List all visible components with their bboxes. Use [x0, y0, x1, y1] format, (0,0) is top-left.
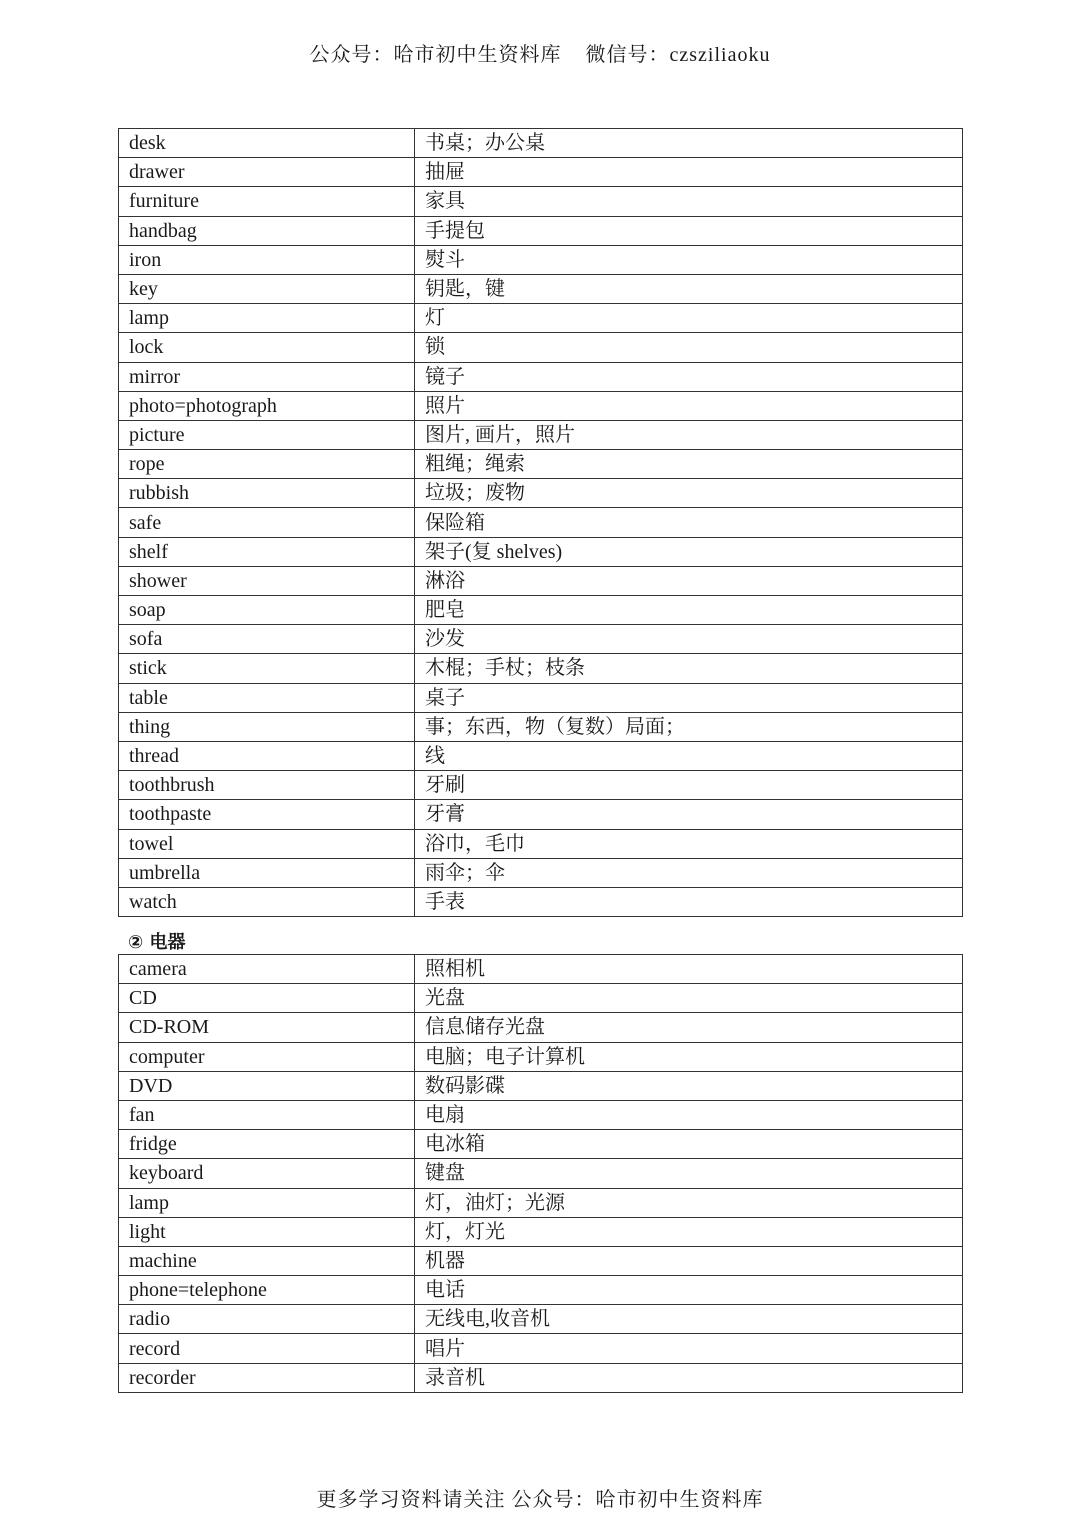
table-row: [119, 1130, 963, 1159]
english-word: desk: [119, 129, 415, 158]
chinese-meaning: 照片: [415, 391, 963, 420]
english-word: keyboard: [119, 1159, 415, 1188]
chinese-meaning: 光盘: [415, 984, 963, 1013]
table-row: [119, 420, 963, 449]
english-word: safe: [119, 508, 415, 537]
chinese-meaning: 照相机: [415, 955, 963, 984]
chinese-meaning: 沙发: [415, 625, 963, 654]
table-row: [119, 245, 963, 274]
chinese-meaning: 手提包: [415, 216, 963, 245]
english-word: light: [119, 1217, 415, 1246]
chinese-meaning: 灯: [415, 304, 963, 333]
english-word: computer: [119, 1042, 415, 1071]
chinese-meaning: 家具: [415, 187, 963, 216]
english-word: handbag: [119, 216, 415, 245]
chinese-meaning: 镜子: [415, 362, 963, 391]
chinese-meaning: 电冰箱: [415, 1130, 963, 1159]
table-row: [119, 654, 963, 683]
table-row: [119, 1100, 963, 1129]
chinese-meaning: 抽屉: [415, 158, 963, 187]
english-word: drawer: [119, 158, 415, 187]
chinese-meaning: 手表: [415, 887, 963, 916]
table-row: [119, 829, 963, 858]
vocabulary-table-furniture: [118, 128, 963, 917]
table-row: [119, 625, 963, 654]
english-word: lamp: [119, 1188, 415, 1217]
table-row: [119, 741, 963, 770]
chinese-meaning: 架子(复 shelves): [415, 537, 963, 566]
table-row: [119, 1159, 963, 1188]
vocabulary-table-appliances: [118, 954, 963, 1393]
table-row: [119, 566, 963, 595]
english-word: key: [119, 274, 415, 303]
chinese-meaning: 事；东西，物（复数）局面；: [415, 712, 963, 741]
table-row: [119, 955, 963, 984]
english-word: furniture: [119, 187, 415, 216]
table-row: [119, 887, 963, 916]
chinese-meaning: 牙刷: [415, 771, 963, 800]
chinese-meaning: 信息储存光盘: [415, 1013, 963, 1042]
chinese-meaning: 无线电,收音机: [415, 1305, 963, 1334]
table-row: [119, 1334, 963, 1363]
english-word: stick: [119, 654, 415, 683]
table-row: [119, 333, 963, 362]
english-word: thing: [119, 712, 415, 741]
table-row: [119, 1246, 963, 1275]
chinese-meaning: 木棍；手杖；枝条: [415, 654, 963, 683]
table-row: [119, 508, 963, 537]
english-word: sofa: [119, 625, 415, 654]
table-row: [119, 1013, 963, 1042]
chinese-meaning: 电话: [415, 1276, 963, 1305]
english-word: rope: [119, 450, 415, 479]
english-word: CD: [119, 984, 415, 1013]
table-row: [119, 158, 963, 187]
table-row: [119, 800, 963, 829]
table-row: [119, 771, 963, 800]
chinese-meaning: 书桌；办公桌: [415, 129, 963, 158]
table-row: [119, 1217, 963, 1246]
chinese-meaning: 灯，油灯；光源: [415, 1188, 963, 1217]
english-word: shower: [119, 566, 415, 595]
english-word: thread: [119, 741, 415, 770]
chinese-meaning: 垃圾；废物: [415, 479, 963, 508]
english-word: lock: [119, 333, 415, 362]
table-row: [119, 479, 963, 508]
english-word: toothpaste: [119, 800, 415, 829]
chinese-meaning: 锁: [415, 333, 963, 362]
chinese-meaning: 机器: [415, 1246, 963, 1275]
section-heading-appliances: ② 电器: [128, 932, 186, 953]
chinese-meaning: 肥皂: [415, 596, 963, 625]
table-row: [119, 304, 963, 333]
table-row: [119, 391, 963, 420]
english-word: radio: [119, 1305, 415, 1334]
chinese-meaning: 录音机: [415, 1363, 963, 1392]
table-row: [119, 1071, 963, 1100]
table-row: [119, 362, 963, 391]
chinese-meaning: 线: [415, 741, 963, 770]
chinese-meaning: 浴巾，毛巾: [415, 829, 963, 858]
table-row: [119, 596, 963, 625]
chinese-meaning: 钥匙，键: [415, 274, 963, 303]
table-row: [119, 450, 963, 479]
table-row: [119, 984, 963, 1013]
english-word: mirror: [119, 362, 415, 391]
english-word: table: [119, 683, 415, 712]
english-word: machine: [119, 1246, 415, 1275]
english-word: rubbish: [119, 479, 415, 508]
table-row: [119, 1188, 963, 1217]
table-row: [119, 187, 963, 216]
english-word: umbrella: [119, 858, 415, 887]
chinese-meaning: 图片, 画片，照片: [415, 420, 963, 449]
english-word: camera: [119, 955, 415, 984]
table-row: [119, 712, 963, 741]
english-word: soap: [119, 596, 415, 625]
chinese-meaning: 熨斗: [415, 245, 963, 274]
chinese-meaning: 唱片: [415, 1334, 963, 1363]
english-word: lamp: [119, 304, 415, 333]
table-row: [119, 1276, 963, 1305]
table-row: [119, 129, 963, 158]
chinese-meaning: 数码影碟: [415, 1071, 963, 1100]
english-word: towel: [119, 829, 415, 858]
table-row: [119, 216, 963, 245]
table-row: [119, 1042, 963, 1071]
table-row: [119, 683, 963, 712]
english-word: DVD: [119, 1071, 415, 1100]
chinese-meaning: 粗绳；绳索: [415, 450, 963, 479]
chinese-meaning: 桌子: [415, 683, 963, 712]
table-row: [119, 858, 963, 887]
chinese-meaning: 淋浴: [415, 566, 963, 595]
chinese-meaning: 电脑；电子计算机: [415, 1042, 963, 1071]
chinese-meaning: 电扇: [415, 1100, 963, 1129]
english-word: picture: [119, 420, 415, 449]
table-row: [119, 1305, 963, 1334]
page-header: 公众号：哈市初中生资料库 微信号：czsziliaoku: [309, 44, 771, 66]
table-row: [119, 1363, 963, 1392]
english-word: toothbrush: [119, 771, 415, 800]
page-footer: 更多学习资料请关注 公众号：哈市初中生资料库: [316, 1489, 764, 1511]
english-word: phone=telephone: [119, 1276, 415, 1305]
english-word: record: [119, 1334, 415, 1363]
english-word: iron: [119, 245, 415, 274]
english-word: recorder: [119, 1363, 415, 1392]
chinese-meaning: 键盘: [415, 1159, 963, 1188]
chinese-meaning: 雨伞；伞: [415, 858, 963, 887]
english-word: CD-ROM: [119, 1013, 415, 1042]
english-word: shelf: [119, 537, 415, 566]
english-word: fan: [119, 1100, 415, 1129]
english-word: photo=photograph: [119, 391, 415, 420]
table-row: [119, 274, 963, 303]
chinese-meaning: 保险箱: [415, 508, 963, 537]
english-word: fridge: [119, 1130, 415, 1159]
chinese-meaning: 灯，灯光: [415, 1217, 963, 1246]
english-word: watch: [119, 887, 415, 916]
table-row: [119, 537, 963, 566]
chinese-meaning: 牙膏: [415, 800, 963, 829]
